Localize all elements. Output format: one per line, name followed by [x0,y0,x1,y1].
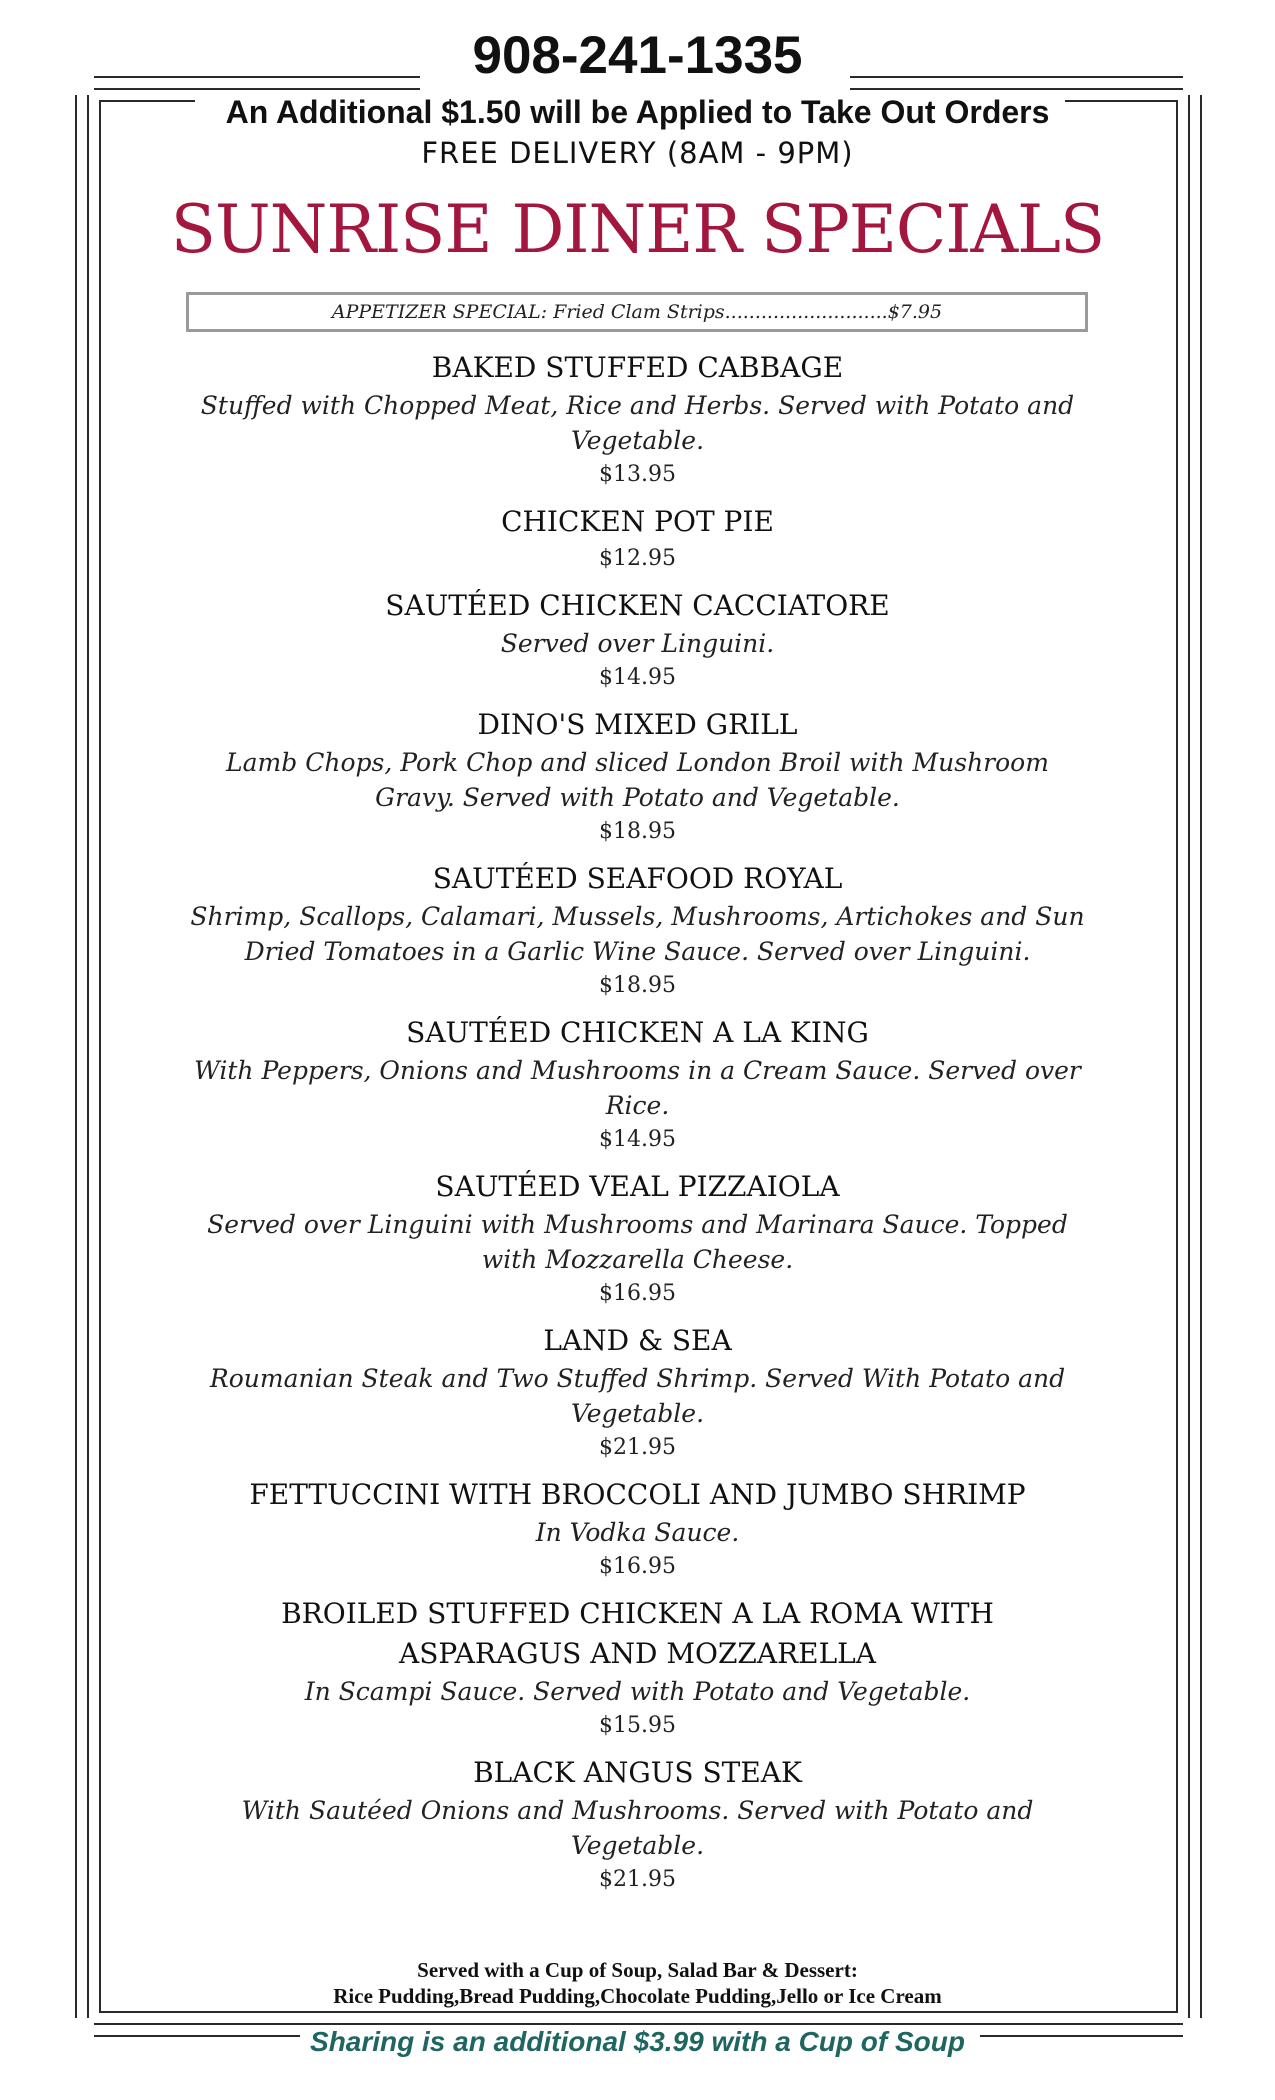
item-name: SAUTÉED CHICKEN A LA KING [406,1016,869,1049]
item-name: SAUTÉED CHICKEN CACCIATORE [385,589,890,622]
item-price: $18.95 [599,819,676,844]
item-name: SAUTÉED SEAFOOD ROYAL [432,862,843,895]
dessert-options: Rice Pudding,Bread Pudding,Chocolate Pudding,Jello or Ice Cream [333,1984,942,2008]
item-description: In Vodka Sauce. [535,1518,740,1547]
item-price: $12.95 [599,546,676,571]
delivery-hours: FREE DELIVERY (8AM - 9PM) [421,136,854,170]
item-name: BLACK ANGUS STEAK [473,1756,802,1789]
item-price: $21.95 [599,1435,676,1460]
item-description: In Scampi Sauce. Served with Potato and Vegetable. [304,1677,971,1706]
item-description: With Sautéed Onions and Mushrooms. Served with Potato and Vegetable. [241,1796,1034,1860]
menu-item [190,502,1085,576]
item-price: $15.95 [599,1713,676,1738]
menu-item [190,1167,1085,1311]
item-price: $14.95 [599,1127,676,1152]
item-price: $18.95 [599,973,676,998]
item-description: Served over Linguini. [500,629,775,658]
menu-item [190,1753,1085,1897]
menu-item [190,1475,1085,1584]
item-price: $13.95 [599,462,676,487]
item-description: With Peppers, Onions and Mushrooms in a Cream Sauce. Served over Rice. [194,1056,1081,1120]
item-price: $16.95 [599,1554,676,1579]
item-name: FETTUCCINI WITH BROCCOLI AND JUMBO SHRIMP [249,1478,1026,1511]
item-price: $14.95 [599,665,676,690]
served-with-note: Served with a Cup of Soup, Salad Bar & Dessert: [417,1958,858,1982]
item-name: CHICKEN POT PIE [501,505,774,538]
item-name: SAUTÉED VEAL PIZZAIOLA [435,1170,840,1203]
item-description: Lamb Chops, Pork Chop and sliced London Broil with Mushroom Gravy. Served with Potato and Vegetable. [226,748,1049,812]
takeout-note: An Additional $1.50 will be Applied to Take Out Orders [225,94,1050,130]
sharing-note: Sharing is an additional $3.99 with a Cup of Soup [310,2026,965,2057]
phone-number: 908-241-1335 [472,26,803,85]
menu-item [190,348,1085,492]
menu-item [190,859,1085,1003]
item-name: DINO'S MIXED GRILL [477,708,798,741]
appetizer-special: APPETIZER SPECIAL: Fried Clam Strips...........................$7.95 [186,292,1088,332]
item-name: BAKED STUFFED CABBAGE [431,351,844,384]
menu-item [190,586,1085,695]
item-description: Shrimp, Scallops, Calamari, Mussels, Mushrooms, Artichokes and Sun Dried Tomatoes in a Garlic Wine Sauce. Served over Linguini. [190,902,1085,966]
item-name: BROILED STUFFED CHICKEN A LA ROMA WITH ASPARAGUS AND MOZZARELLA [281,1597,994,1670]
item-price: $21.95 [599,1867,676,1892]
menu-item [190,1594,1085,1743]
menu-item [190,705,1085,849]
item-description: Stuffed with Chopped Meat, Rice and Herbs. Served with Potato and Vegetable. [200,391,1075,455]
menu-item [190,1321,1085,1465]
page-title: SUNRISE DINER SPECIALS [170,191,1105,268]
specials-list [190,348,1085,1907]
item-price: $16.95 [599,1281,676,1306]
item-name: LAND & SEA [543,1324,732,1357]
item-description: Served over Linguini with Mushrooms and Marinara Sauce. Topped with Mozzarella Cheese. [207,1210,1068,1274]
item-description: Roumanian Steak and Two Stuffed Shrimp. Served With Potato and Vegetable. [209,1364,1066,1428]
menu-item [190,1013,1085,1157]
